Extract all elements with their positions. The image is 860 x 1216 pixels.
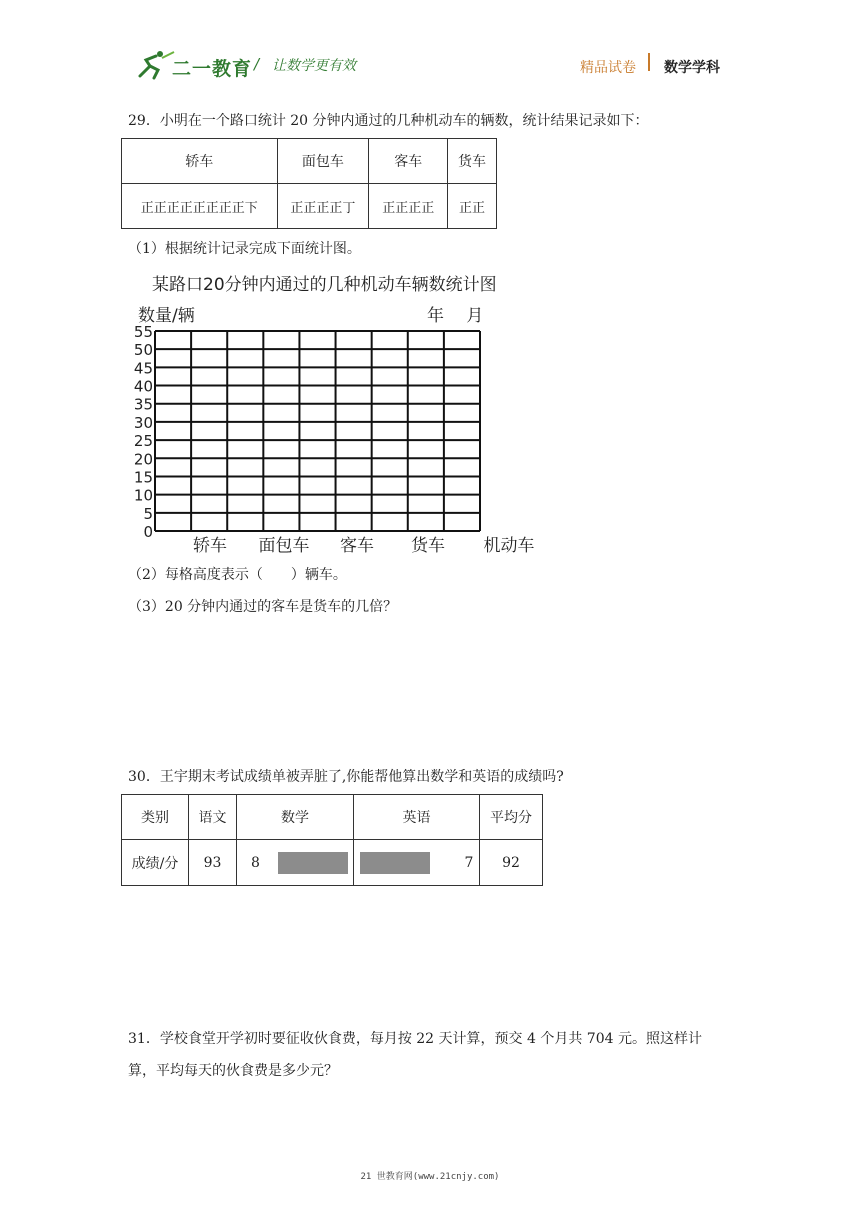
q29-tally-cell: 正正正正丁 bbox=[277, 184, 369, 229]
q29-tally-cell: 正正正正 bbox=[369, 184, 448, 229]
q29-tally-cell: 正正正正正正正正下 bbox=[122, 184, 278, 229]
q30-header-cell: 平均分 bbox=[480, 795, 543, 840]
y-tick-label: 35 bbox=[133, 395, 153, 414]
q30-chinese-score: 93 bbox=[189, 840, 237, 886]
runner-logo-icon bbox=[136, 48, 176, 82]
y-tick-label: 20 bbox=[133, 450, 153, 469]
y-tick-label: 0 bbox=[143, 523, 153, 541]
q30-math-digit: 8 bbox=[251, 854, 260, 871]
chart-date-label: 年 月 bbox=[427, 306, 484, 326]
chart-title: 某路口20分钟内通过的几种机动车辆数统计图 bbox=[152, 275, 497, 295]
q29-tally-table bbox=[121, 138, 497, 229]
y-tick-label: 15 bbox=[133, 468, 153, 487]
y-tick-label: 25 bbox=[133, 432, 153, 451]
q29-tally-cell: 正正 bbox=[448, 184, 497, 229]
q29-sub1: （1）根据统计记录完成下面统计图。 bbox=[128, 241, 361, 257]
q29-sub2: （2）每格高度表示（ ）辆车。 bbox=[128, 567, 347, 583]
q30-score-table bbox=[121, 794, 543, 886]
footer: 21 世教育网(www.21cnjy.com) bbox=[360, 1172, 500, 1182]
q29-header-cell: 轿车 bbox=[122, 139, 278, 184]
x-category-label: 轿车 bbox=[193, 536, 227, 556]
q29-header-cell: 客车 bbox=[369, 139, 448, 184]
q31-line2: 算，平均每天的伙食费是多少元？ bbox=[128, 1063, 338, 1079]
y-tick-label: 10 bbox=[133, 486, 153, 505]
x-axis-label: 机动车 bbox=[483, 536, 535, 556]
logo-text: 二一教育 bbox=[172, 58, 253, 80]
header-subject: 数学学科 bbox=[664, 60, 720, 76]
header-tag: 精品试卷 bbox=[580, 60, 636, 76]
q30-header-cell: 类别 bbox=[122, 795, 189, 840]
slogan: 让数学更有效 bbox=[272, 58, 356, 74]
slogan-separator: / bbox=[254, 55, 260, 73]
q30-math-cell bbox=[237, 840, 354, 886]
y-tick-label: 50 bbox=[133, 341, 153, 360]
q29-stem: 29．小明在一个路口统计 20 分钟内通过的几种机动车的辆数，统计结果记录如下： bbox=[128, 113, 649, 129]
y-tick-label: 5 bbox=[143, 504, 153, 523]
q31-line1: 31．学校食堂开学初时要征收伙食费，每月按 22 天计算，预交 4 个月共 704 元。照这样计 bbox=[128, 1031, 702, 1047]
q30-average-score: 92 bbox=[480, 840, 543, 886]
y-tick-label: 45 bbox=[133, 359, 153, 378]
x-category-label: 面包车 bbox=[258, 536, 310, 556]
q30-header-cell: 数学 bbox=[237, 795, 354, 840]
q29-header-cell: 货车 bbox=[448, 139, 497, 184]
q30-header-cell: 语文 bbox=[189, 795, 237, 840]
smudge-icon bbox=[360, 852, 430, 874]
chart-y-axis-label: 数量/辆 bbox=[138, 306, 195, 326]
y-tick-label: 30 bbox=[133, 413, 153, 432]
bar-chart bbox=[125, 320, 545, 560]
y-tick-label: 55 bbox=[133, 323, 153, 341]
x-category-label: 货车 bbox=[411, 536, 445, 556]
q29-sub3: （3）20 分钟内通过的客车是货车的几倍？ bbox=[128, 599, 398, 615]
q30-header-cell: 英语 bbox=[354, 795, 480, 840]
q30-english-cell bbox=[354, 840, 480, 886]
x-category-label: 客车 bbox=[340, 536, 374, 556]
q30-stem: 30．王宇期末考试成绩单被弄脏了,你能帮他算出数学和英语的成绩吗? bbox=[128, 769, 564, 785]
q30-english-digit: 7 bbox=[464, 854, 474, 871]
header-divider bbox=[648, 53, 650, 71]
q30-row-label: 成绩/分 bbox=[122, 840, 189, 886]
smudge-icon bbox=[278, 852, 348, 874]
q29-header-cell: 面包车 bbox=[277, 139, 369, 184]
y-tick-label: 40 bbox=[133, 377, 153, 396]
